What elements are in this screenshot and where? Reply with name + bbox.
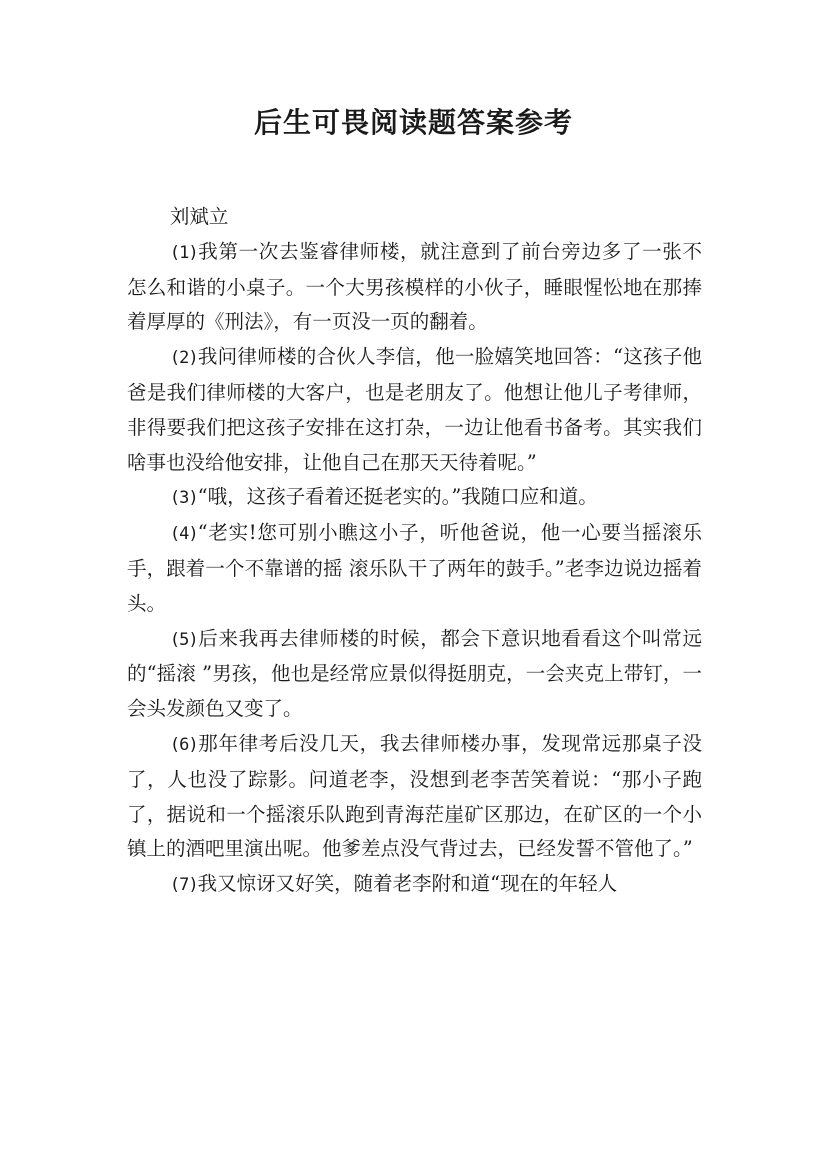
paragraph-number: (4) bbox=[169, 524, 198, 545]
paragraph-number: (2) bbox=[169, 348, 198, 369]
paragraph-text: 那年律考后没几天，我去律师楼办事，发现常远那桌子没了，人也没了踪影。问道老李，没想到老李苦笑着说：“那小子跑了，据说和一个摇滚乐队跑到青海茫崖矿区那边，在矿区的一个小镇上的酒吧里演出呢。他爹差点没气背过去，已经发誓不管他了。” bbox=[127, 731, 702, 861]
document-title: 后生可畏阅读题答案参考 bbox=[253, 106, 573, 139]
paragraph-number: (7) bbox=[169, 875, 198, 896]
paragraph-2 bbox=[127, 340, 702, 480]
paragraph-4 bbox=[127, 516, 702, 621]
author-name: 刘斌立 bbox=[169, 205, 229, 228]
paragraph-text: “哦，这孩子看着还挺老实的。”我随口应和道。 bbox=[197, 485, 598, 509]
paragraph-text: 我第一次去鉴睿律师楼，就注意到了前台旁边多了一张不怎么和谐的小桌子。一个大男孩模样的小伙子，睡眼惺忪地在那捧着厚厚的《刑法》，有一页没一页的翻着。 bbox=[127, 239, 702, 334]
paragraph-7 bbox=[127, 867, 702, 903]
paragraph-5 bbox=[127, 622, 702, 727]
paragraph-text: “老实!您可别小瞧这小子，听他爸说，他一心要当摇滚乐手，跟着一个不靠谱的摇 滚乐队干了两年的鼓手。”老李边说边摇着头。 bbox=[127, 521, 702, 615]
paragraph-6 bbox=[127, 727, 702, 867]
paragraph-number: (1) bbox=[169, 242, 198, 263]
paragraph-number: (3) bbox=[169, 488, 198, 509]
paragraph-1 bbox=[127, 235, 702, 340]
paragraph-text: 后来我再去律师楼的时候，都会下意识地看看这个叫常远的“摇滚 ”男孩，他也是经常应景似得挺朋克，一会夹克上带钉，一会头发颜色又变了。 bbox=[127, 626, 702, 721]
paragraph-3 bbox=[127, 480, 702, 516]
paragraph-text: 我又惊讶又好笑，随着老李附和道“现在的年轻人 bbox=[197, 872, 618, 896]
paragraph-number: (5) bbox=[169, 629, 198, 650]
paragraph-number: (6) bbox=[169, 734, 198, 755]
document-body bbox=[127, 200, 702, 903]
paragraph-text: 我问律师楼的合伙人李信，他一脸嬉笑地回答：“这孩子他爸是我们律师楼的大客户，也是老朋友了。他想让他儿子考律师，非得要我们把这孩子安排在这打杂，一边让他看书备考。其实我们啥事也没给他安排，让他自己在那天天待着呢。” bbox=[127, 345, 702, 474]
